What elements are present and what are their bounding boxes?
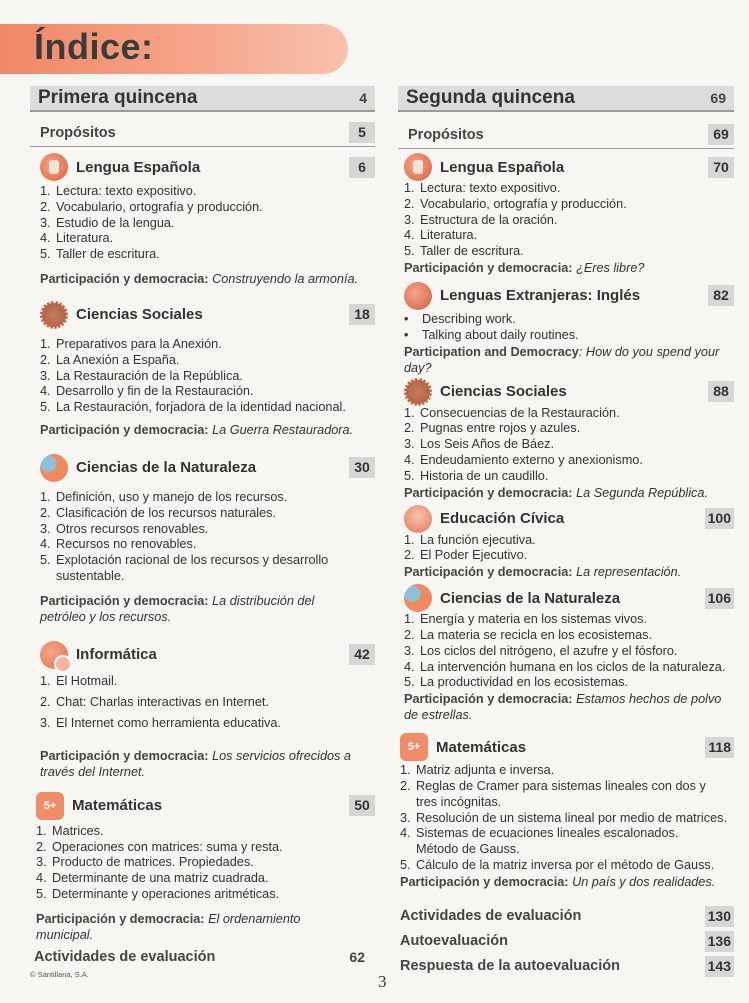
leaf-icon: [404, 584, 432, 612]
subject-row[interactable]: [404, 584, 734, 612]
math-icon: 5+: [36, 792, 64, 820]
subject-block: [398, 282, 734, 376]
right-column: [398, 86, 734, 977]
list-item: 2. Pugnas entre rojos y azules.: [404, 421, 581, 436]
list-item: 5. Cálculo de la matriz inversa por el método de Gauss.: [400, 857, 715, 872]
list-item: 2. Vocabulario, ortografía y producción.: [404, 196, 627, 211]
participation-line: Participación y democracia: ¿Eres libre?: [404, 260, 645, 275]
list-item: 3. Otros recursos renovables.: [40, 521, 209, 536]
list-item: 2. La Anexión a España.: [40, 352, 180, 367]
extras-block: [398, 906, 734, 977]
subject-block: [30, 454, 375, 625]
subject-name: Ciencias de la Naturaleza: [76, 459, 257, 477]
propositos-row[interactable]: [398, 124, 734, 149]
page-number: 5: [349, 122, 375, 143]
actividades-row[interactable]: [30, 949, 375, 965]
list-item: 1. Matrices.: [36, 823, 104, 838]
subject-name: Ciencias Sociales: [76, 306, 203, 324]
list-item: 4. Determinante de una matriz cuadrada.: [36, 871, 269, 886]
book-icon: [404, 153, 432, 181]
page-number: 62: [349, 948, 365, 965]
participation-line: Participación y democracia: La Segunda República.: [404, 485, 708, 500]
subject-name: Informática: [76, 646, 157, 664]
list-item: 4. Endeudamiento externo y anexionismo.: [404, 452, 643, 467]
page-number-footer: 3: [378, 972, 387, 991]
topic-list: [404, 181, 734, 260]
subject-row[interactable]: [40, 153, 375, 181]
list-item: 5. Explotación racional de los recursos y desarrollo sustentable.: [40, 553, 329, 583]
list-item: 3. Los Seis Años de Báez.: [404, 437, 555, 452]
page-number: 42: [349, 644, 375, 665]
page-number: 130: [705, 906, 734, 927]
list-item: 5. Taller de escritura.: [40, 247, 160, 262]
list-item: 3. Estudio de la lengua.: [40, 215, 175, 230]
subject-row[interactable]: [40, 641, 375, 669]
section-header-segunda[interactable]: [398, 86, 734, 112]
topic-list: [36, 824, 375, 903]
list-item: • Describing work.: [404, 311, 516, 326]
subject-block: [398, 378, 734, 501]
list-item: 3. Estructura de la oración.: [404, 212, 558, 227]
subject-name: Lengua Española: [440, 158, 565, 176]
list-item: 4. Literatura.: [40, 231, 114, 246]
list-item: 1. Lectura: texto expositivo.: [404, 181, 561, 195]
list-item: 2. Clasificación de los recursos naturales.: [40, 505, 277, 520]
list-item: 2. El Poder Ejecutivo.: [404, 548, 528, 563]
subject-name: Educación Cívica: [440, 510, 565, 528]
list-item: 4. Desarrollo y fin de la Restauración.: [40, 384, 254, 399]
subject-name: Ciencias Sociales: [440, 383, 567, 401]
topic-list: [40, 337, 375, 416]
page-number: 50: [349, 795, 375, 816]
list-item: 4. Recursos no renovables.: [40, 537, 197, 552]
list-item: 3. Resolución de un sistema lineal por medio de matrices.: [400, 810, 727, 825]
subject-block: [30, 792, 375, 943]
globe-icon: [40, 301, 68, 329]
list-item: 4. Literatura.: [404, 228, 478, 243]
list-item: 3. La Restauración de la República.: [40, 368, 243, 383]
list-item: 5. Historia de un caudillo.: [404, 468, 549, 483]
subject-name: Lenguas Extranjeras: Inglés: [440, 287, 641, 305]
subject-block: [398, 584, 734, 723]
list-item: 1. Lectura: texto expositivo.: [40, 184, 197, 198]
page-title: Índice:: [34, 26, 154, 67]
subject-name: Matemáticas: [72, 797, 163, 815]
subject-row[interactable]: [404, 282, 734, 310]
subject-row[interactable]: [404, 505, 734, 533]
extra-label: Respuesta de la autoevaluación: [400, 958, 620, 975]
participation-line: Participación y democracia: Un país y dos realidades.: [400, 874, 716, 889]
list-item: 3. El Internet como herramienta educativa.: [40, 715, 281, 730]
extra-label: Actividades de evaluación: [34, 948, 216, 965]
page-number: 6: [349, 157, 375, 178]
topic-list: [404, 312, 734, 344]
section-header-primera[interactable]: [30, 86, 375, 112]
extra-label: Actividades de evaluación: [400, 908, 582, 925]
list-item: 1. Consecuencias de la Restauración.: [404, 405, 620, 420]
subject-block: [30, 301, 375, 438]
list-item: 1. Energía y materia en los sistemas vivos.: [404, 612, 648, 627]
page-number: 136: [705, 931, 734, 952]
book-icon: [40, 153, 68, 181]
participation-line: Participación y democracia: Los servicios ofrecidos a través del Internet.: [40, 748, 351, 779]
topic-list: [40, 671, 375, 734]
list-item: 1. La función ejecutiva.: [404, 532, 536, 547]
participation-line: Participación y democracia: Estamos hechos de polvo de estrellas.: [404, 692, 722, 723]
page-number: 30: [349, 457, 375, 478]
participation-line: Participación y democracia: El ordenamiento municipal.: [36, 911, 301, 942]
topic-list: [400, 763, 734, 874]
page-number: 106: [705, 588, 734, 609]
subject-row[interactable]: [36, 792, 375, 820]
page-number: 18: [349, 304, 375, 325]
left-column: [30, 86, 375, 965]
subject-row[interactable]: [40, 301, 375, 329]
subject-name: Matemáticas: [436, 738, 527, 756]
list-item: 5. Determinante y operaciones aritméticas.: [36, 886, 280, 901]
propositos-label: Propósitos: [40, 124, 116, 141]
subject-block: [398, 153, 734, 276]
topic-list: [40, 184, 375, 263]
list-item: 2. Reglas de Cramer para sistemas lineales con dos y tres incógnitas.: [400, 778, 706, 809]
subject-name: Ciencias de la Naturaleza: [440, 589, 621, 607]
page-number: 100: [705, 508, 734, 529]
subject-block: [398, 505, 734, 581]
participation-line: Participación y democracia: La distribución del petróleo y los recursos.: [40, 593, 315, 624]
list-item: 5. La productividad en los ecosistemas.: [404, 675, 629, 690]
list-item: 1. Matriz adjunta e inversa.: [400, 763, 555, 778]
leaf-icon: [40, 454, 68, 482]
subject-row[interactable]: [40, 454, 375, 482]
list-item: 1. Preparativos para la Anexión.: [40, 336, 222, 351]
page-number: 70: [708, 157, 734, 178]
extra-label: Autoevaluación: [400, 933, 508, 950]
participation-line: Participation and Democracy: How do you spend your day?: [404, 344, 720, 375]
list-item: 2. Operaciones con matrices: suma y resta.: [36, 839, 283, 854]
list-item: 1. El Hotmail.: [40, 673, 118, 688]
topic-list: [404, 612, 734, 691]
flag-icon: [404, 282, 432, 310]
section-page: 69: [710, 90, 726, 106]
section-page: 4: [359, 90, 367, 106]
page-number: 143: [705, 956, 734, 977]
propositos-label: Propósitos: [408, 126, 484, 143]
section-label: Segunda quincena: [406, 87, 575, 108]
math-icon: 5+: [400, 733, 428, 761]
list-item: • Talking about daily routines.: [404, 327, 579, 342]
participation-line: Participación y democracia: La Guerra Restauradora.: [40, 422, 354, 437]
subject-name: Lengua Española: [76, 158, 201, 176]
page-number: 82: [708, 285, 734, 306]
list-item: 1. Definición, uso y manejo de los recursos.: [40, 489, 288, 504]
participation-line: Participación y democracia: La representación.: [404, 565, 682, 580]
list-item: 5. Taller de escritura.: [404, 244, 524, 259]
section-label: Primera quincena: [38, 87, 198, 108]
computer-icon: [40, 641, 68, 669]
participation-line: Participación y democracia: Construyendo la armonía.: [40, 271, 359, 286]
list-item: 2. La materia se recicla en los ecosistemas.: [404, 627, 652, 642]
subject-row[interactable]: [404, 153, 734, 181]
list-item: 2. Chat: Charlas interactivas en Internet.: [40, 694, 269, 709]
civic-icon: [404, 505, 432, 533]
page-number: 69: [708, 124, 734, 145]
autoevaluacion-row[interactable]: [400, 931, 734, 952]
respuesta-row[interactable]: [400, 956, 734, 977]
page-number: 118: [705, 737, 734, 758]
list-item: 2. Vocabulario, ortografía y producción.: [40, 199, 263, 214]
topic-list: [404, 533, 734, 565]
list-item: 3. Producto de matrices. Propiedades.: [36, 855, 254, 870]
list-item: 4. La intervención humana en los ciclos de la naturaleza.: [404, 659, 726, 674]
list-item: 5. La Restauración, forjadora de la identidad nacional.: [40, 400, 346, 415]
list-item: 4. Sistemas de ecuaciones lineales escalonados. Método de Gauss.: [400, 826, 679, 857]
subject-block: [30, 153, 375, 287]
copyright: © Santillana, S.A.: [30, 970, 89, 979]
subject-row[interactable]: [404, 378, 734, 406]
subject-row[interactable]: [400, 733, 734, 761]
topic-list: [404, 406, 734, 485]
globe-icon: [404, 378, 432, 406]
page-number: 88: [708, 381, 734, 402]
actividades-row[interactable]: [400, 906, 734, 927]
subject-block: [398, 733, 734, 890]
topic-list: [40, 490, 375, 585]
subject-block: [30, 641, 375, 780]
propositos-row[interactable]: [30, 122, 375, 147]
list-item: 3. Los ciclos del nitrógeno, el azufre y el fósforo.: [404, 643, 678, 658]
